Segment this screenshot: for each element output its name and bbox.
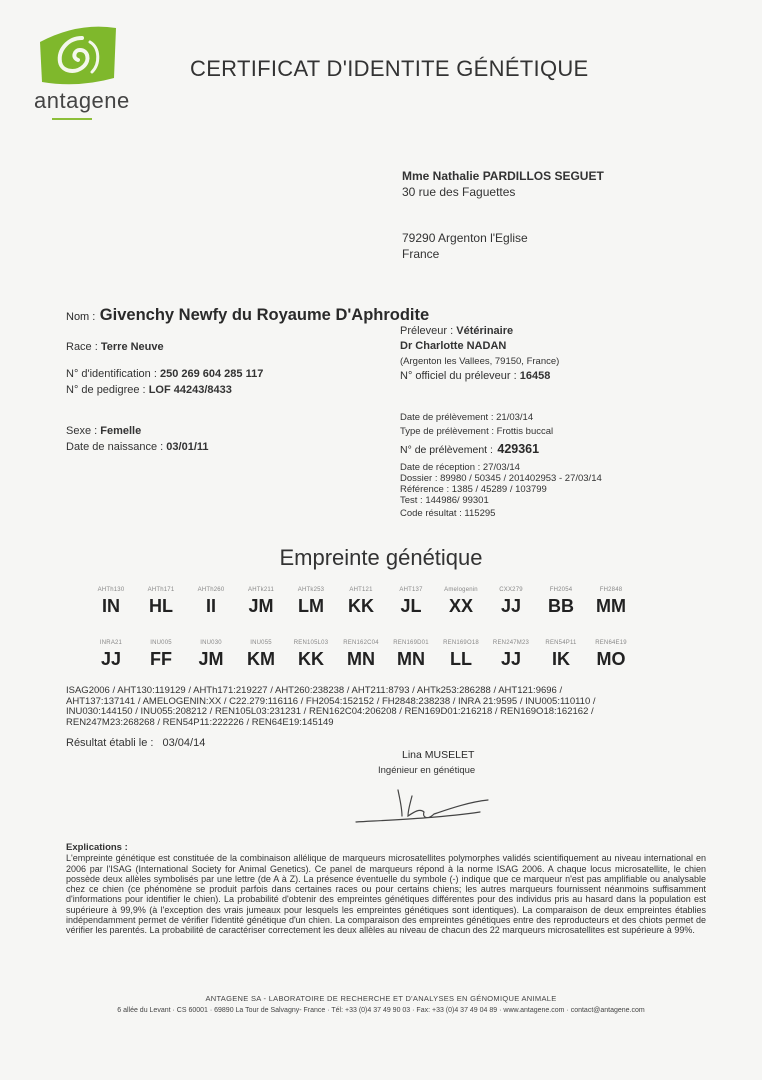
- test-line: Test : 144986/ 99301: [400, 495, 489, 506]
- locus-name: INU005: [150, 640, 172, 646]
- logo-wordmark: antagene: [34, 88, 130, 113]
- locus-value: IK: [552, 649, 570, 669]
- result-code-line: Code résultat : 115295: [400, 508, 496, 519]
- locus-value: JL: [400, 596, 422, 616]
- locus-cell: [136, 640, 186, 670]
- sex-row: [66, 425, 141, 437]
- identification-value: 250 269 604 285 117: [159, 368, 264, 380]
- locus-cell: [136, 587, 186, 617]
- dossier-line: Dossier : 89980 / 50345 / 201402953 - 27/03/14: [400, 473, 602, 484]
- locus-cell: [386, 587, 436, 617]
- breed-label: Race :: [66, 341, 98, 353]
- sampler-label: Préleveur :: [400, 325, 454, 337]
- loci-row-1: [86, 587, 636, 617]
- locus-cell: [186, 640, 236, 670]
- locus-value: LM: [298, 596, 324, 616]
- breed-row: [66, 341, 164, 353]
- animal-name-label: Nom :: [66, 311, 96, 323]
- locus-value: MM: [596, 596, 626, 616]
- footer-address-line: 6 allée du Levant · CS 60001 · 69890 La Tour de Salvagny- France · Tél: +33 (0)4 37 49 90 03 · Fax: +33 (0)4 37 49 04 89 · www.antagene.com · contact@antagene.com: [117, 1007, 645, 1014]
- locus-name: FH2054: [549, 587, 573, 593]
- reference-line: Référence : 1385 / 45289 / 103799: [400, 484, 547, 495]
- locus-name: FH2848: [599, 587, 623, 593]
- locus-name: INU055: [250, 640, 272, 646]
- reception-row: [400, 462, 520, 473]
- sampler-row: [400, 325, 513, 337]
- markers-string: ISAG2006 / AHT130:119129 / AHTh171:219227 / AHT260:238238 / AHT211:8793 / AHTk253:286288 / AHT121:9696 / AHT137:137141 / AMELOGENIN:XX / C22.279:116116 / FH2054:152152 / FH2848:238238 / INRA 21:9595 / INU005:110110 / INU030:144150 / INU055:208212 / REN105L03:231231 / REN162C04:206208 / REN169D01:216218 / REN169O18:162162 / REN247M23:268268 / REN54P11:222226 / REN64E19:145149: [66, 685, 596, 728]
- locus-value: BB: [548, 596, 574, 616]
- signer-name: Lina MUSELET: [402, 749, 475, 761]
- sample-type-value: Frottis buccal: [496, 426, 554, 437]
- locus-name: INRA21: [99, 640, 123, 646]
- locus-cell: [486, 640, 536, 670]
- result-label: Résultat établi le :: [66, 737, 154, 749]
- owner-country: France: [402, 247, 440, 261]
- sampler-name: Dr Charlotte NADAN: [400, 340, 507, 352]
- locus-name: AHTh260: [197, 587, 225, 593]
- locus-cell: [386, 640, 436, 670]
- locus-cell: [586, 587, 636, 617]
- identification-label: N° d'identification :: [66, 368, 157, 380]
- logo-underline: [52, 118, 92, 120]
- explanations-title: Explications :: [66, 842, 128, 853]
- fingerprint-title: Empreinte génétique: [279, 545, 483, 570]
- locus-cell: [86, 587, 136, 617]
- locus-value: MN: [397, 649, 425, 669]
- locus-cell: [236, 587, 286, 617]
- locus-cell: [436, 587, 486, 617]
- birth-label: Date de naissance :: [66, 441, 164, 453]
- locus-cell: [336, 640, 386, 670]
- sex-value: Femelle: [100, 425, 142, 437]
- sample-number-row: [400, 440, 539, 458]
- document-title: CERTIFICAT D'IDENTITE GÉNÉTIQUE: [190, 56, 589, 81]
- locus-value: JM: [198, 649, 224, 669]
- sample-date-row: [400, 412, 533, 423]
- footer-company-line: ANTAGENE SA - LABORATOIRE DE RECHERCHE ET D'ANALYSES EN GÉNOMIQUE ANIMALE: [205, 994, 557, 1003]
- locus-cell: [436, 640, 486, 670]
- pedigree-row: [66, 384, 232, 396]
- locus-cell: [486, 587, 536, 617]
- reception-value: 27/03/14: [482, 462, 520, 473]
- locus-cell: [536, 587, 586, 617]
- locus-name: REN247M23: [492, 640, 530, 646]
- locus-name: REN162C04: [343, 640, 379, 646]
- sample-type-label: Type de prélèvement :: [400, 426, 494, 437]
- locus-name: Amelogenin: [444, 587, 478, 593]
- result-date: 03/04/14: [162, 737, 206, 749]
- identification-row: [66, 368, 263, 380]
- locus-name: AHTk211: [248, 587, 274, 593]
- locus-name: REN169O18: [443, 640, 479, 646]
- sampler-official-row: [400, 370, 550, 382]
- birth-row: [66, 441, 209, 453]
- locus-cell: [286, 587, 336, 617]
- locus-cell: [336, 587, 386, 617]
- locus-name: AHTk253: [297, 587, 325, 593]
- reception-label: Date de réception :: [400, 462, 481, 473]
- owner-street: 30 rue des Faguettes: [402, 185, 516, 199]
- sample-number-value: 429361: [497, 442, 540, 456]
- sampler-official-label: N° officiel du préleveur :: [400, 370, 517, 382]
- sampler-place: (Argenton les Vallees, 79150, France): [400, 356, 560, 367]
- breed-value: Terre Neuve: [100, 341, 164, 353]
- locus-name: AHT137: [399, 587, 423, 593]
- animal-name-row: [66, 306, 429, 325]
- locus-value: HL: [149, 596, 173, 616]
- explanations-block: [66, 843, 706, 936]
- locus-cell: [236, 640, 286, 670]
- sampler-official-value: 16458: [519, 370, 551, 382]
- explanations-text: L'empreinte génétique est constituée de la combinaison allélique de marqueurs microsatellites polymorphes validés scientifiquement au niveau international en 2006 par l'ISAG (International Society for Animal Genetics). Ce panel de marqueurs répond à la norme ISAG 2006. A chaque locus microsatellite, le chien possède deux allèles symbolisés par une lettre (de A à Z). La présence éventuelle du symbole (-) indique que ce marqueur n'est pas amplifiable ou analysable chez ce chien (ce phénomène se produit parfois dans certaines races ou pour certains chiens; les autres marqueurs fournissent néanmoins suffisamment d'informations pour identifier le chien). La probabilité d'obtenir des empreintes génétiques différentes pour des individus pris au hasard dans la population est supérieure à 99,9% (à l'exception des vrais jumeaux pour lesquels les empreintes génétiques sont identiques). La comparaison de deux empreintes établies indépendamment permet de vérifier l'identité génétique d'un chien. La comparaison des empreintes génétiques entre des reproducteurs et des chiots permet de vérifier les parentés. La probabilité de caractériser correctement les deux allèles au niveau de chacun des 22 marqueurs microsatellites est supérieure à 99%.: [66, 853, 706, 936]
- result-row: [66, 737, 205, 749]
- locus-value: JM: [248, 596, 274, 616]
- locus-value: MO: [596, 649, 626, 669]
- antagene-logo-icon: [38, 20, 118, 90]
- locus-name: INU030: [200, 640, 222, 646]
- locus-value: JJ: [500, 649, 522, 669]
- sample-date-value: 21/03/14: [496, 412, 534, 423]
- signature-icon: [350, 782, 500, 832]
- locus-name: REN169D01: [393, 640, 429, 646]
- locus-cell: [286, 640, 336, 670]
- sample-date-label: Date de prélèvement :: [400, 412, 494, 423]
- locus-value: XX: [448, 596, 473, 616]
- locus-cell: [86, 640, 136, 670]
- owner-city: 79290 Argenton l'Eglise: [402, 231, 528, 245]
- sampler-role: Vétérinaire: [456, 325, 514, 337]
- sample-type-row: [400, 426, 553, 437]
- locus-value: JJ: [500, 596, 522, 616]
- locus-value: KM: [247, 649, 275, 669]
- locus-value: IN: [102, 596, 120, 616]
- locus-value: MN: [347, 649, 375, 669]
- locus-name: REN105L03: [293, 640, 329, 646]
- locus-value: LL: [450, 649, 472, 669]
- locus-cell: [186, 587, 236, 617]
- locus-name: AHTh130: [97, 587, 125, 593]
- locus-value: FF: [150, 649, 172, 669]
- locus-name: CXX279: [499, 587, 523, 593]
- locus-name: REN64E19: [595, 640, 627, 646]
- pedigree-label: N° de pedigree :: [66, 384, 146, 396]
- locus-value: II: [205, 596, 216, 616]
- locus-value: KK: [298, 649, 324, 669]
- loci-row-2: [86, 640, 636, 670]
- locus-value: JJ: [100, 649, 122, 669]
- locus-name: REN54P11: [545, 640, 577, 646]
- locus-cell: [586, 640, 636, 670]
- owner-name: Mme Nathalie PARDILLOS SEGUET: [402, 169, 604, 183]
- animal-name: Givenchy Newfy du Royaume D'Aphrodite: [99, 306, 430, 324]
- locus-name: AHTh171: [147, 587, 175, 593]
- locus-value: KK: [348, 596, 374, 616]
- locus-cell: [536, 640, 586, 670]
- birth-value: 03/01/11: [166, 441, 209, 453]
- sample-number-label: N° de prélèvement :: [400, 444, 493, 456]
- signer-title: Ingénieur en génétique: [378, 765, 476, 776]
- locus-name: AHT121: [349, 587, 373, 593]
- pedigree-value: LOF 44243/8433: [148, 384, 232, 396]
- sex-label: Sexe :: [66, 425, 98, 437]
